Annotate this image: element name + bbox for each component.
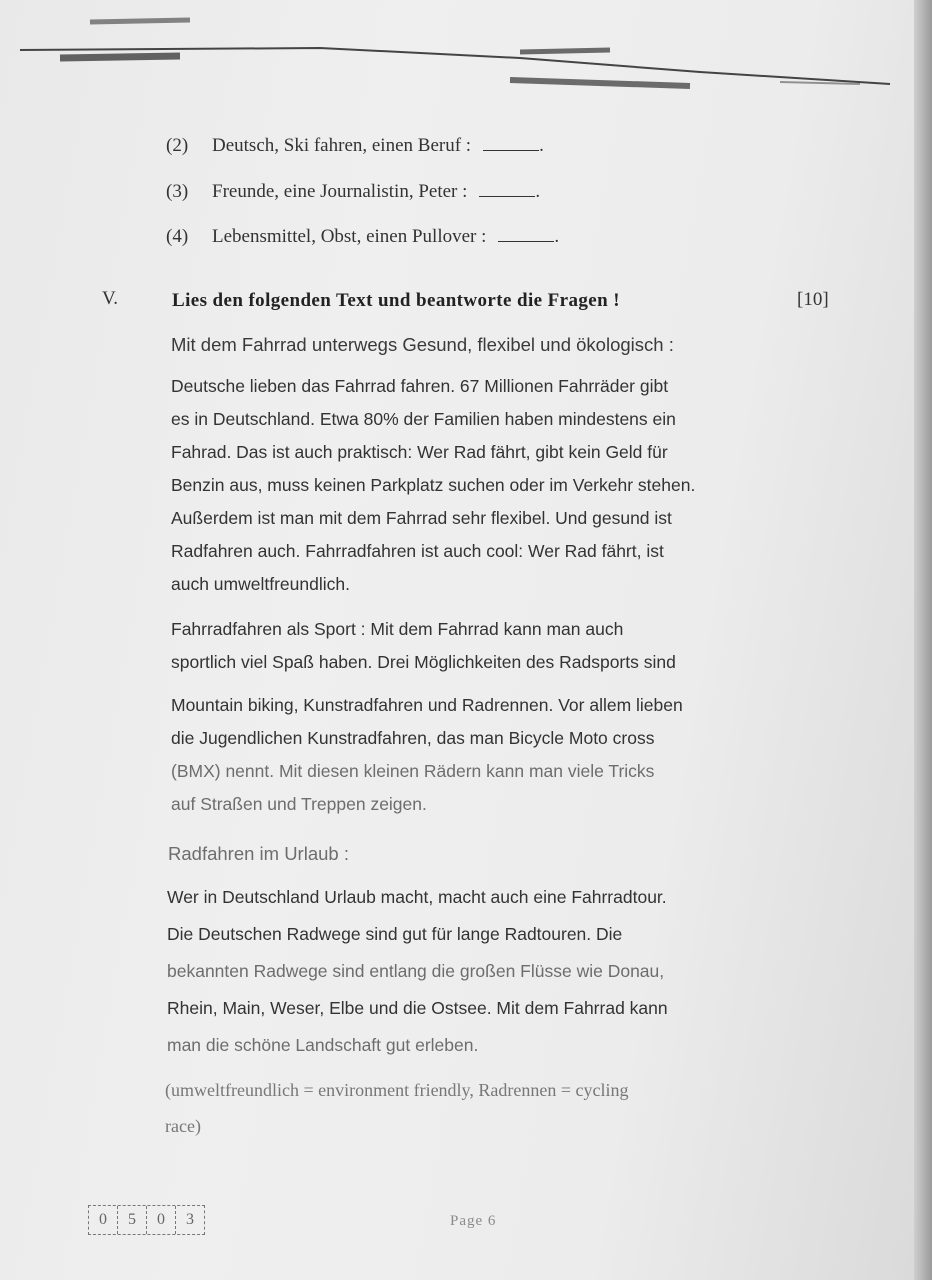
text-line: Außerdem ist man mit dem Fahrrad sehr flexibel. Und gesund ist xyxy=(171,508,672,528)
question-text: Freunde, eine Journalistin, Peter : xyxy=(212,181,468,202)
paper-code-box xyxy=(88,1205,205,1235)
text-line: sportlich viel Spaß haben. Drei Möglichkeiten des Radsports sind xyxy=(171,652,676,672)
paragraph-1 xyxy=(171,376,761,607)
text-line: (BMX) nennt. Mit diesen kleinen Rädern kann man viele Tricks xyxy=(171,761,655,781)
question-number: (2) xyxy=(166,135,189,156)
section-instruction: Lies den folgenden Text und beantworte die Fragen ! xyxy=(172,290,620,311)
answer-blank xyxy=(483,149,539,151)
text-line: Wer in Deutschland Urlaub macht, macht auch eine Fahrradtour. xyxy=(167,887,667,907)
paragraph-3 xyxy=(167,887,767,1072)
code-digit: 0 xyxy=(89,1206,118,1234)
code-digit: 0 xyxy=(147,1206,176,1234)
text-line: Fahrradfahren als Sport : Mit dem Fahrrad kann man auch xyxy=(171,619,624,639)
question-2: (2) Deutsch, Ski fahren, einen Beruf : . xyxy=(166,135,544,156)
section-marks: [10] xyxy=(797,289,829,310)
text-line: (umweltfreundlich = environment friendly, Radrennen = cycling xyxy=(165,1080,629,1100)
text-line: auf Straßen und Treppen zeigen. xyxy=(171,794,427,814)
question-text: Deutsch, Ski fahren, einen Beruf : xyxy=(212,135,472,156)
question-4: (4) Lebensmittel, Obst, einen Pullover : . xyxy=(166,226,560,247)
heading-vacation: Radfahren im Urlaub : xyxy=(168,843,349,864)
text-line: Die Deutschen Radwege sind gut für lange Radtouren. Die xyxy=(167,924,623,944)
text-line: Deutsche lieben das Fahrrad fahren. 67 Millionen Fahrräder gibt xyxy=(171,376,669,396)
text-line: man die schöne Landschaft gut erleben. xyxy=(167,1035,479,1055)
answer-blank xyxy=(498,240,554,242)
text-line: auch umweltfreundlich. xyxy=(171,574,350,594)
section-number: V. xyxy=(102,288,119,309)
page-number: Page 6 xyxy=(450,1213,497,1229)
heading-cycling: Mit dem Fahrrad unterwegs Gesund, flexibel und ökologisch : xyxy=(171,334,674,355)
text-line: die Jugendlichen Kunstradfahren, das man Bicycle Moto cross xyxy=(171,728,655,748)
scribble-marks xyxy=(0,0,932,110)
text-line: Radfahren auch. Fahrradfahren ist auch cool: Wer Rad fährt, ist xyxy=(171,541,664,561)
question-text: Lebensmittel, Obst, einen Pullover : xyxy=(212,226,487,247)
paper-edge xyxy=(914,0,932,1280)
code-digit: 5 xyxy=(118,1206,147,1234)
text-line: Mountain biking, Kunstradfahren und Radrennen. Vor allem lieben xyxy=(171,695,683,715)
text-line: Fahrad. Das ist auch praktisch: Wer Rad fährt, gibt kein Geld für xyxy=(171,442,668,462)
code-digit: 3 xyxy=(186,1211,194,1228)
text-line: Rhein, Main, Weser, Elbe und die Ostsee. Mit dem Fahrrad kann xyxy=(167,998,668,1018)
paragraph-2 xyxy=(171,619,761,827)
question-number: (3) xyxy=(166,181,189,202)
text-line: Benzin aus, muss keinen Parkplatz suchen oder im Verkehr stehen. xyxy=(171,475,696,495)
text-line: bekannten Radwege sind entlang die großen Flüsse wie Donau, xyxy=(167,961,665,981)
answer-blank xyxy=(479,195,535,197)
question-3: (3) Freunde, eine Journalistin, Peter : . xyxy=(166,181,541,202)
text-line: race) xyxy=(165,1116,201,1136)
glossary-note xyxy=(165,1080,775,1152)
text-line: es in Deutschland. Etwa 80% der Familien haben mindestens ein xyxy=(171,409,676,429)
question-number: (4) xyxy=(166,226,189,247)
